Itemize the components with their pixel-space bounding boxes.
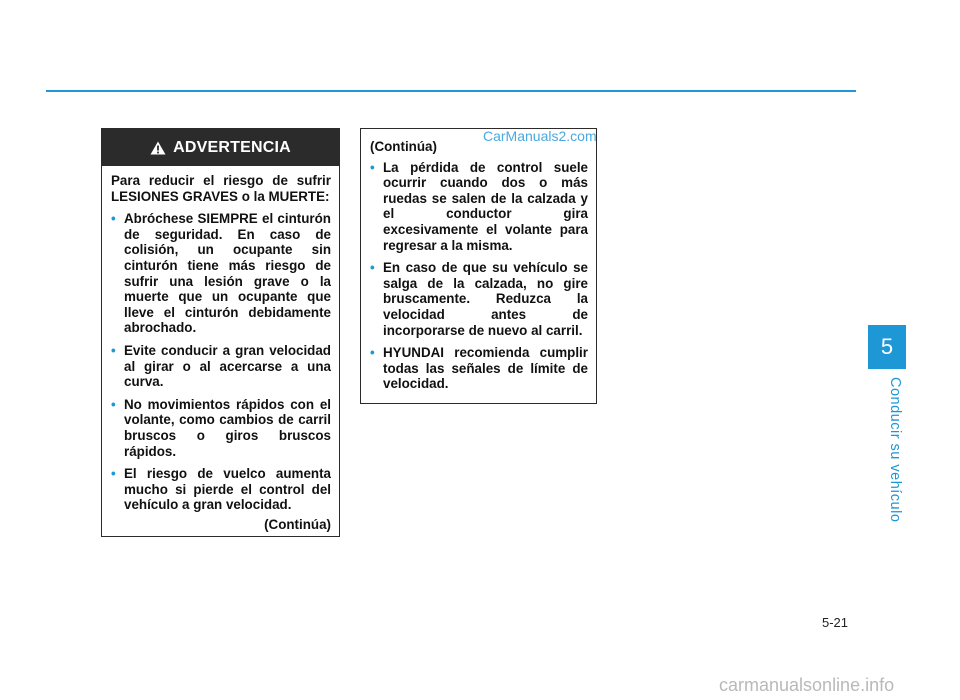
warning-triangle-icon — [150, 141, 166, 155]
list-item: • El riesgo de vuelco aumenta mucho si pierde el control del vehículo a gran velocidad. — [111, 466, 331, 513]
continuation-label: (Continúa) — [370, 139, 437, 154]
bullet-icon: • — [111, 396, 116, 412]
continuation-box — [360, 128, 597, 404]
bullet-icon: • — [370, 345, 375, 361]
bullet-icon: • — [111, 211, 116, 227]
list-item: • Abróchese SIEMPRE el cinturón de seguridad. En caso de colisión, un ocupante sin cinturón tiene más riesgo de sufrir una lesión grave o la muerte que un ocupante que lleve el cinturón debidamente abrochado. — [111, 211, 331, 336]
list-item: • En caso de que su vehículo se salga de la calzada, no gire bruscamente. Reduzca la velocidad antes de incorporarse de nuevo al carril. — [370, 260, 588, 338]
continuation-list — [370, 160, 588, 392]
bullet-icon: • — [370, 260, 375, 276]
warning-header — [102, 129, 339, 166]
list-item: • HYUNDAI recomienda cumplir todas las señales de límite de velocidad. — [370, 345, 588, 392]
warning-box — [101, 128, 340, 537]
bullet-icon: • — [370, 159, 375, 175]
warning-list — [111, 211, 331, 513]
bullet-icon: • — [111, 342, 116, 358]
list-item: • No movimientos rápidos con el volante, como cambios de carril bruscos o giros bruscos rápidos. — [111, 396, 331, 459]
header-rule — [46, 90, 856, 92]
warning-title: ADVERTENCIA — [173, 138, 291, 156]
warning-content — [102, 166, 339, 532]
chapter-title: Conducir su vehículo — [887, 377, 903, 523]
bullet-icon: • — [111, 466, 116, 482]
continuation-content — [361, 129, 596, 392]
footer-watermark[interactable]: carmanualsonline.info — [719, 675, 895, 695]
page-number: 5-21 — [822, 615, 849, 630]
list-item: • Evite conducir a gran velocidad al girar o al acercarse a una curva. — [111, 342, 331, 390]
continued-label: (Continúa) — [264, 516, 331, 532]
warning-intro: Para reducir el riesgo de sufrir LESIONES GRAVES o la MUERTE: — [111, 173, 331, 204]
watermark-link[interactable]: CarManuals2.com — [483, 128, 597, 144]
chapter-tab[interactable]: 5 — [868, 325, 906, 369]
list-item: • La pérdida de control suele ocurrir cuando dos o más ruedas se salen de la calzada y el conductor gira excesivamente el volante para regresar a la misma. — [370, 159, 588, 253]
